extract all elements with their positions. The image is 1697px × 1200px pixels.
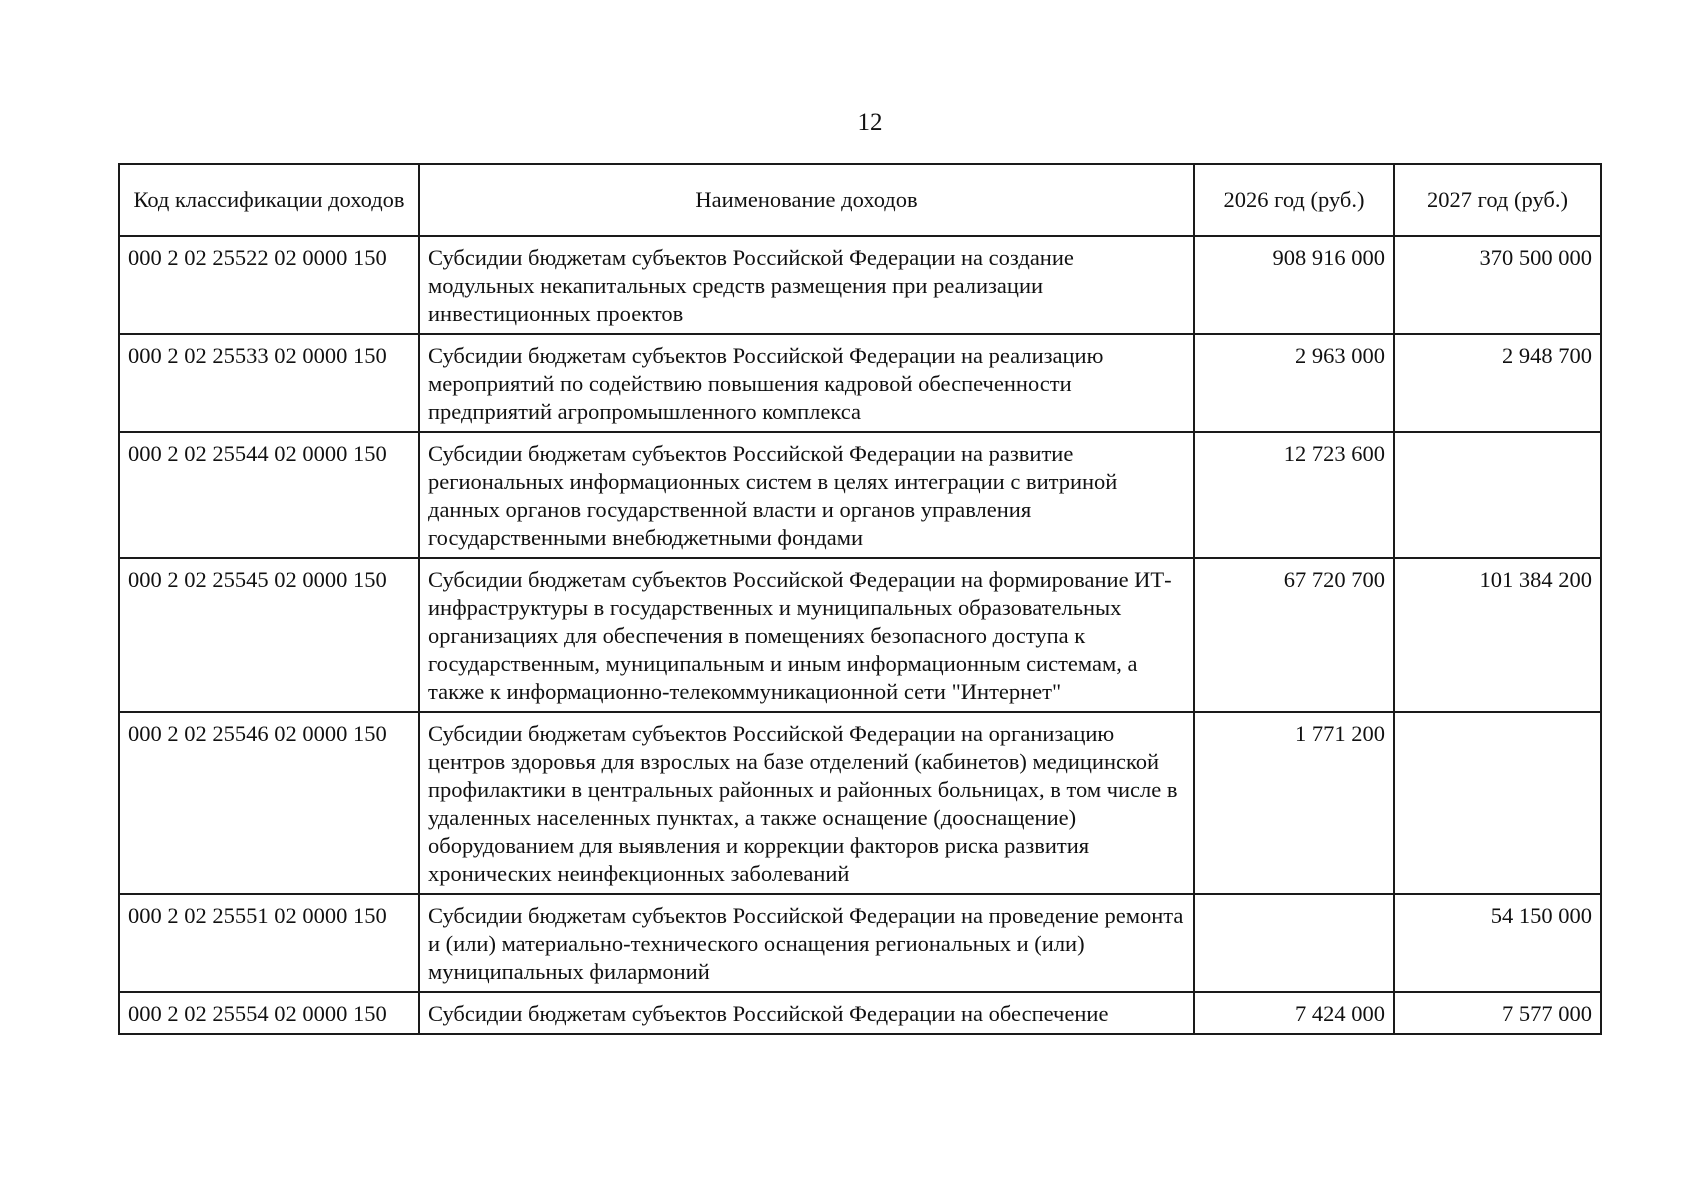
code-cell: 000 2 02 25522 02 0000 150: [119, 236, 419, 334]
name-cell: Субсидии бюджетам субъектов Российской Федерации на создание модульных некапитальных средств размещения при реализации инвестиционных проектов: [419, 236, 1194, 334]
amount-2027-cell: 101 384 200: [1394, 558, 1601, 712]
table-header-row: [119, 164, 1601, 236]
name-cell: Субсидии бюджетам субъектов Российской Федерации на обеспечение: [419, 992, 1194, 1034]
amount-2026-cell: 12 723 600: [1194, 432, 1394, 558]
table-row: [119, 558, 1601, 712]
header-name: Наименование доходов: [419, 164, 1194, 236]
table-row: [119, 894, 1601, 992]
amount-2026-cell: 2 963 000: [1194, 334, 1394, 432]
amount-2027-cell: [1394, 432, 1601, 558]
code-cell: 000 2 02 25554 02 0000 150: [119, 992, 419, 1034]
header-2026: 2026 год (руб.): [1194, 164, 1394, 236]
code-cell: 000 2 02 25544 02 0000 150: [119, 432, 419, 558]
amount-2027-cell: 54 150 000: [1394, 894, 1601, 992]
amount-2026-cell: 1 771 200: [1194, 712, 1394, 894]
name-cell: Субсидии бюджетам субъектов Российской Федерации на формирование ИТ-инфраструктуры в государственных и муниципальных образовательных организациях для обеспечения в помещениях безопасного доступа к государственным, муниципальным и иным информационным системам, а также к информационно-телекоммуникационной сети "Интернет": [419, 558, 1194, 712]
name-cell: Субсидии бюджетам субъектов Российской Федерации на проведение ремонта и (или) материально-технического оснащения региональных и (или) муниципальных филармоний: [419, 894, 1194, 992]
table-row: [119, 236, 1601, 334]
name-cell: Субсидии бюджетам субъектов Российской Федерации на организацию центров здоровья для взрослых на базе отделений (кабинетов) медицинской профилактики в центральных районных и районных больницах, в том числе в удаленных населенных пунктах, а также оснащение (дооснащение) оборудованием для выявления и коррекции факторов риска развития хронических неинфекционных заболеваний: [419, 712, 1194, 894]
table-row: [119, 334, 1601, 432]
table-row: [119, 992, 1601, 1034]
name-cell: Субсидии бюджетам субъектов Российской Федерации на реализацию мероприятий по содействию повышения кадровой обеспеченности предприятий агропромышленного комплекса: [419, 334, 1194, 432]
table-row: [119, 712, 1601, 894]
amount-2027-cell: 2 948 700: [1394, 334, 1601, 432]
amount-2027-cell: 7 577 000: [1394, 992, 1601, 1034]
code-cell: 000 2 02 25545 02 0000 150: [119, 558, 419, 712]
code-cell: 000 2 02 25551 02 0000 150: [119, 894, 419, 992]
header-2027: 2027 год (руб.): [1394, 164, 1601, 236]
amount-2027-cell: 370 500 000: [1394, 236, 1601, 334]
amount-2026-cell: [1194, 894, 1394, 992]
header-code: Код классификации доходов: [119, 164, 419, 236]
amount-2027-cell: [1394, 712, 1601, 894]
amount-2026-cell: 908 916 000: [1194, 236, 1394, 334]
code-cell: 000 2 02 25546 02 0000 150: [119, 712, 419, 894]
page-number: 12: [857, 109, 883, 136]
revenue-table: [118, 163, 1602, 1035]
table-row: [119, 432, 1601, 558]
code-cell: 000 2 02 25533 02 0000 150: [119, 334, 419, 432]
name-cell: Субсидии бюджетам субъектов Российской Федерации на развитие региональных информационных систем в целях интеграции с витриной данных органов государственной власти и органов управления государственными внебюджетными фондами: [419, 432, 1194, 558]
amount-2026-cell: 67 720 700: [1194, 558, 1394, 712]
amount-2026-cell: 7 424 000: [1194, 992, 1394, 1034]
